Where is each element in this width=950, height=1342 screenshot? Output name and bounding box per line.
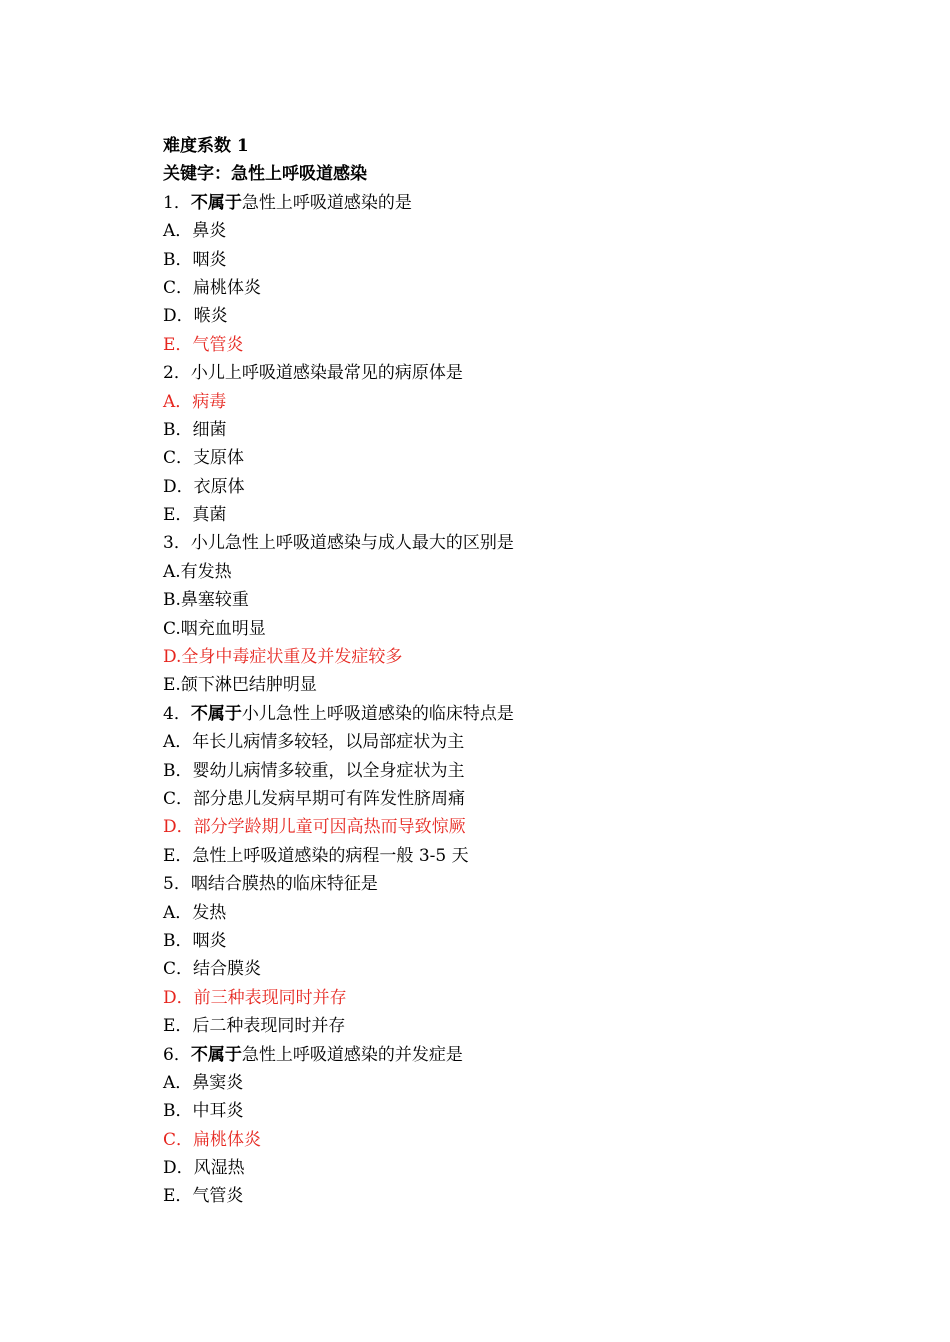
answer-option: E．真菌: [163, 505, 227, 526]
answer-option: D．喉炎: [163, 306, 228, 327]
question-number: 2．: [163, 363, 191, 384]
question-text: 小儿急性上呼吸道感染与成人最大的区别是: [190, 533, 514, 554]
question-number: 6．: [163, 1044, 191, 1065]
keywords-heading: 关键字：急性上呼吸道感染: [163, 164, 367, 185]
answer-option-correct: D．前三种表现同时并存: [163, 987, 347, 1008]
question-text: 小儿上呼吸道感染最常见的病原体是: [190, 363, 463, 384]
question-text: 咽结合膜热的临床特征是: [190, 874, 378, 895]
answer-option: B．中耳炎: [163, 1101, 244, 1122]
answer-option: C.咽充血明显: [163, 618, 266, 639]
answer-option: E．气管炎: [163, 1186, 244, 1207]
answer-option: A．年长儿病情多较轻，以局部症状为主: [163, 732, 465, 753]
question-stem: [163, 1041, 883, 1069]
answer-option: A．发热: [163, 902, 227, 923]
question-text: 急性上呼吸道感染的并发症是: [241, 1044, 463, 1065]
answer-option: E．急性上呼吸道感染的病程一般 3-5 天: [163, 845, 469, 866]
answer-option: B．细菌: [163, 419, 227, 440]
answer-option: B．咽炎: [163, 930, 227, 951]
answer-option: A.有发热: [163, 561, 232, 582]
answer-option: B．咽炎: [163, 249, 227, 270]
answer-option: D．风湿热: [163, 1158, 245, 1179]
answer-option: C．结合膜炎: [163, 959, 262, 980]
question-stem: [163, 189, 883, 217]
answer-option: C．扁桃体炎: [163, 277, 262, 298]
answer-option-correct: E．气管炎: [163, 334, 244, 355]
answer-option: E．后二种表现同时并存: [163, 1016, 346, 1037]
question-stem: [163, 700, 883, 728]
answer-option: B.鼻塞较重: [163, 590, 249, 611]
question-number: 4．: [163, 703, 191, 724]
answer-option: E.颌下淋巴结肿明显: [163, 675, 317, 696]
question-emphasis: 不属于: [190, 1044, 242, 1065]
answer-option: D．衣原体: [163, 476, 245, 497]
question-text: 小儿急性上呼吸道感染的临床特点是: [241, 703, 514, 724]
answer-option: A．鼻窦炎: [163, 1072, 244, 1093]
answer-option-correct: D．部分学龄期儿童可因高热而导致惊厥: [163, 817, 466, 838]
answer-option-correct: C．扁桃体炎: [163, 1129, 262, 1150]
answer-option-correct: A．病毒: [163, 391, 227, 412]
answer-option: B．婴幼儿病情多较重，以全身症状为主: [163, 760, 465, 781]
difficulty-heading: 难度系数 1: [163, 136, 249, 156]
question-emphasis: 不属于: [190, 703, 242, 724]
answer-option: C．部分患儿发病早期可有阵发性脐周痛: [163, 788, 466, 809]
answer-option: C．支原体: [163, 448, 245, 469]
answer-option: A．鼻炎: [163, 221, 227, 242]
question-stem: [163, 359, 883, 387]
question-list: [163, 189, 883, 1211]
question-stem: [163, 529, 883, 557]
answer-option-correct: D.全身中毒症状重及并发症较多: [163, 647, 403, 668]
question-stem: [163, 870, 883, 898]
document-body: [163, 132, 883, 1211]
question-number: 1．: [163, 192, 191, 213]
question-text: 急性上呼吸道感染的是: [241, 192, 412, 213]
question-number: 5．: [163, 874, 191, 895]
question-number: 3．: [163, 533, 191, 554]
question-emphasis: 不属于: [190, 192, 242, 213]
